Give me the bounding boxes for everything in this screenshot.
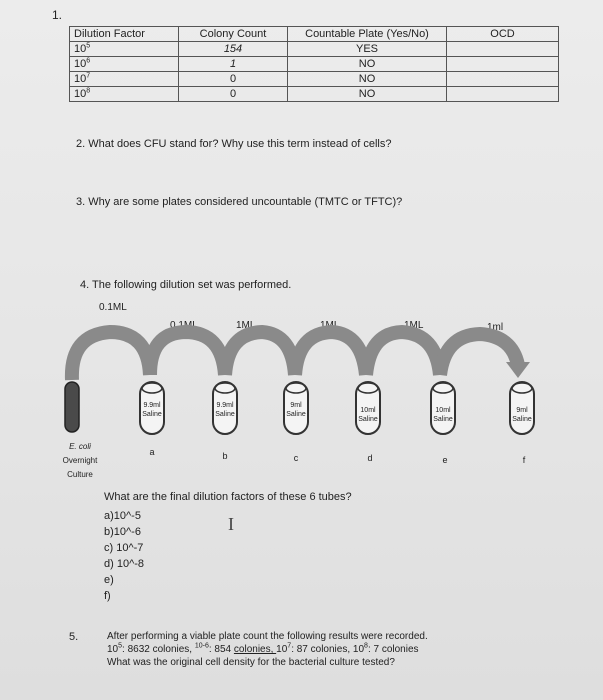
countable-cell: NO	[288, 57, 447, 72]
question-5	[107, 630, 428, 669]
question-5-number: 5.	[69, 631, 79, 643]
transfer-label: 1ml	[487, 322, 504, 333]
q5-line2: $10^5$: 8632 colonies, $^{10-6}$: 854 colonies, $10^7$: 87 colonies, $10^8$: 7 colonies	[107, 642, 419, 655]
tube-letter: f	[522, 455, 526, 465]
header-countable-plate: Countable Plate (Yes/No)	[288, 27, 447, 42]
answer-e[interactable]: e)	[104, 574, 114, 586]
transfer-arc-6	[440, 334, 530, 378]
tube-letter: b	[222, 451, 228, 461]
transfer-arc-5	[366, 332, 440, 375]
q5-line3: What was the original cell density for the bacterial culture tested?	[107, 657, 395, 668]
transfer-arc-4	[295, 332, 366, 375]
transfer-arc-1	[72, 332, 150, 380]
dilution-cell: $10^5$	[70, 42, 179, 57]
dilution-cell: $10^8$	[70, 87, 179, 102]
final-dilution-question: What are the final dilution factors of these 6 tubes?	[104, 491, 352, 503]
answer-f[interactable]: f)	[104, 590, 111, 602]
question-4: 4. The following dilution set was performed.	[80, 279, 292, 291]
question-3: 3. Why are some plates considered uncountable (TMTC or TFTC)?	[76, 196, 403, 208]
tube-a-label: 9.9ml Saline	[142, 402, 162, 418]
header-dilution-factor: Dilution Factor	[70, 27, 179, 42]
culture-tube	[65, 382, 79, 432]
tube-b-label: 9.9ml Saline	[215, 402, 235, 418]
dilution-cell: $10^7$	[70, 72, 179, 87]
transfer-label: 1ML	[320, 320, 340, 331]
countable-cell: YES	[288, 42, 447, 57]
tube-e-label: 10ml Saline	[433, 407, 453, 423]
tube-letter: a	[149, 447, 155, 457]
top-volume-label: 0.1ML	[99, 302, 127, 313]
count-cell: 154	[179, 42, 288, 57]
text-cursor-icon: I	[228, 514, 234, 534]
transfer-arc-2	[150, 332, 225, 375]
question-2: 2. What does CFU stand for? Why use this term instead of cells?	[76, 138, 392, 150]
answer-list	[104, 508, 144, 604]
tube-f-label: 9ml Saline	[512, 407, 532, 423]
tube-letter: c	[293, 453, 299, 463]
transfer-label: 1ML	[404, 320, 424, 331]
count-cell: 1	[179, 57, 288, 72]
dilution-cell: $10^6$	[70, 57, 179, 72]
question-1-number: 1.	[52, 8, 63, 22]
q5-line1: After performing a viable plate count the following results were recorded.	[107, 631, 428, 642]
count-cell: 0	[179, 72, 288, 87]
tube-letter: e	[442, 455, 448, 465]
count-cell: 0	[179, 87, 288, 102]
answer-d[interactable]: d) 10^-8	[104, 558, 145, 570]
tube-d-label: 10ml Saline	[358, 407, 378, 423]
header-ocd: OCD	[447, 27, 559, 42]
tube-letter: d	[367, 453, 373, 463]
transfer-label: 0.1ML	[170, 320, 198, 331]
transfer-arc-3	[225, 332, 295, 375]
answer-c[interactable]: c) 10^-7	[104, 542, 144, 554]
header-colony-count: Colony Count	[179, 27, 288, 42]
countable-cell: NO	[288, 72, 447, 87]
culture-label: E. coli Overnight Culture	[62, 442, 98, 479]
countable-cell: NO	[288, 87, 447, 102]
tube-c-label: 9ml Saline	[286, 402, 306, 418]
transfer-label: 1ML	[236, 320, 256, 331]
answer-b[interactable]: b)10^-6	[104, 526, 141, 538]
answer-a[interactable]: a)10^-5	[104, 510, 141, 522]
